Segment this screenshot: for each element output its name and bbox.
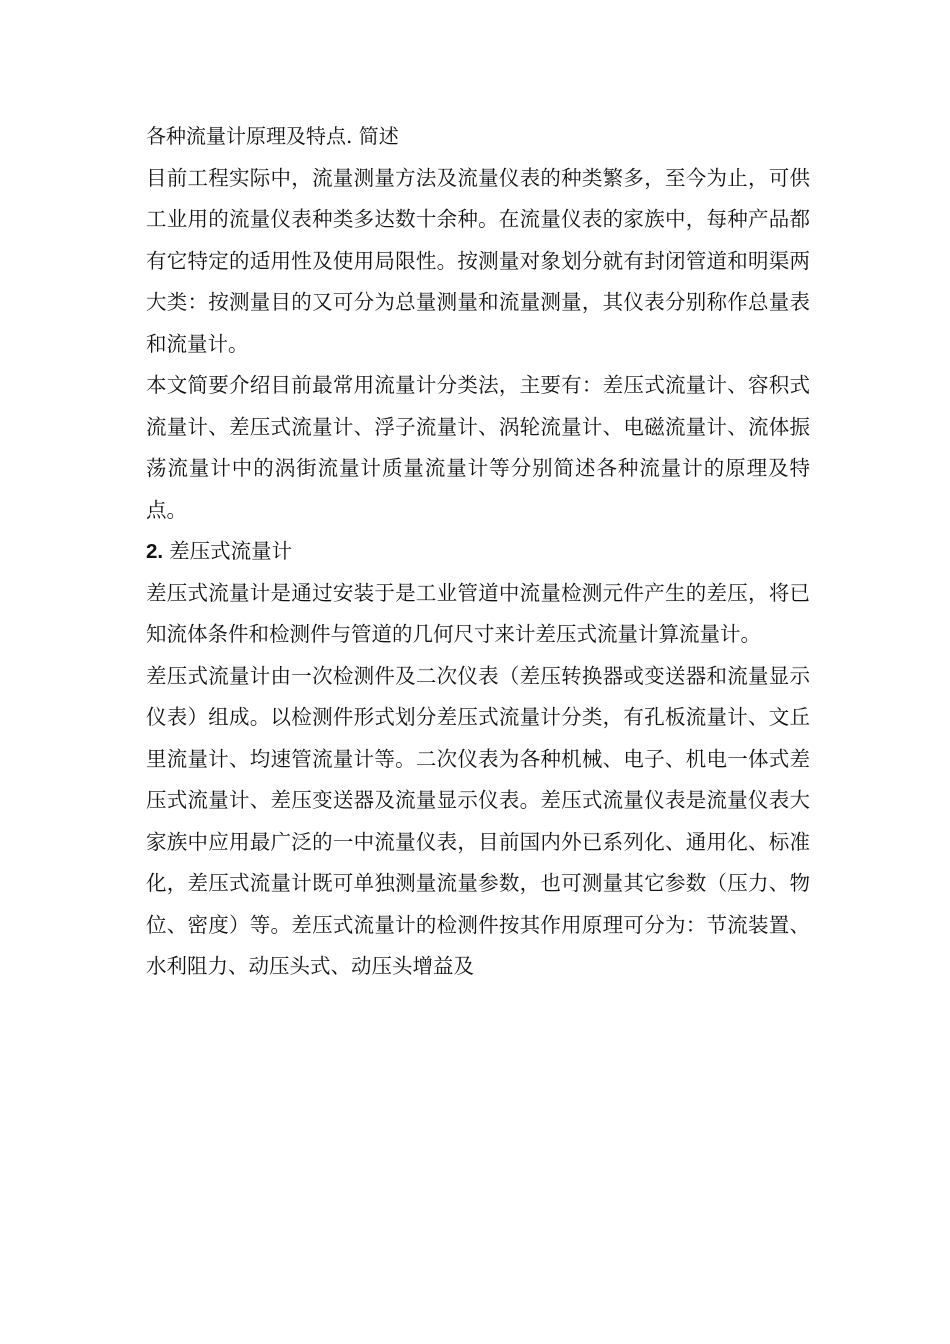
section-title: 差压式流量计 bbox=[169, 539, 293, 563]
section-heading bbox=[146, 531, 810, 573]
section-paragraph-2: 差压式流量计由一次检测件及二次仪表（差压转换器或变送器和流量显示仪表）组成。以检测件形式划分差压式流量计分类，有孔板流量计、文丘里流量计、均速管流量计等。二次仪表为各种机械、电子、机电一体式差压式流量计、差压变送器及流量显示仪表。差压式流量仪表是流量仪表大家族中应用最广泛的一中流量仪表，目前国内外已系列化、通用化、标准化，差压式流量计既可单独测量流量参数，也可测量其它参数（压力、物位、密度）等。差压式流量计的检测件按其作用原理可分为：节流装置、水利阻力、动压头式、动压头增益及 bbox=[146, 663, 810, 978]
section-paragraph-1: 差压式流量计是通过安装于是工业管道中流量检测元件产生的差压，将已知流体条件和检测件与管道的几何尺寸来计差压式流量计算流量计。 bbox=[146, 580, 810, 646]
section-number: 2. bbox=[146, 540, 164, 563]
intro-paragraph-1: 目前工程实际中，流量测量方法及流量仪表的种类繁多，至今为止，可供工业用的流量仪表种类多达数十余种。在流量仪表的家族中，每种产品都有它特定的适用性及使用局限性。按测量对象划分就有封闭管道和明渠两大类：按测量目的又可分为总量测量和流量测量，其仪表分别称作总量表和流量计。 bbox=[146, 165, 810, 356]
intro-paragraph-2: 本文简要介绍目前最常用流量计分类法，主要有：差压式流量计、容积式流量计、差压式流量计、浮子流量计、涡轮流量计、电磁流量计、流体振荡流量计中的涡街流量计质量流量计等分别简述各种流量计的原理及特点。 bbox=[146, 373, 810, 522]
document-title: 各种流量计原理及特点. 简述 bbox=[146, 124, 399, 148]
document-body bbox=[146, 116, 810, 988]
